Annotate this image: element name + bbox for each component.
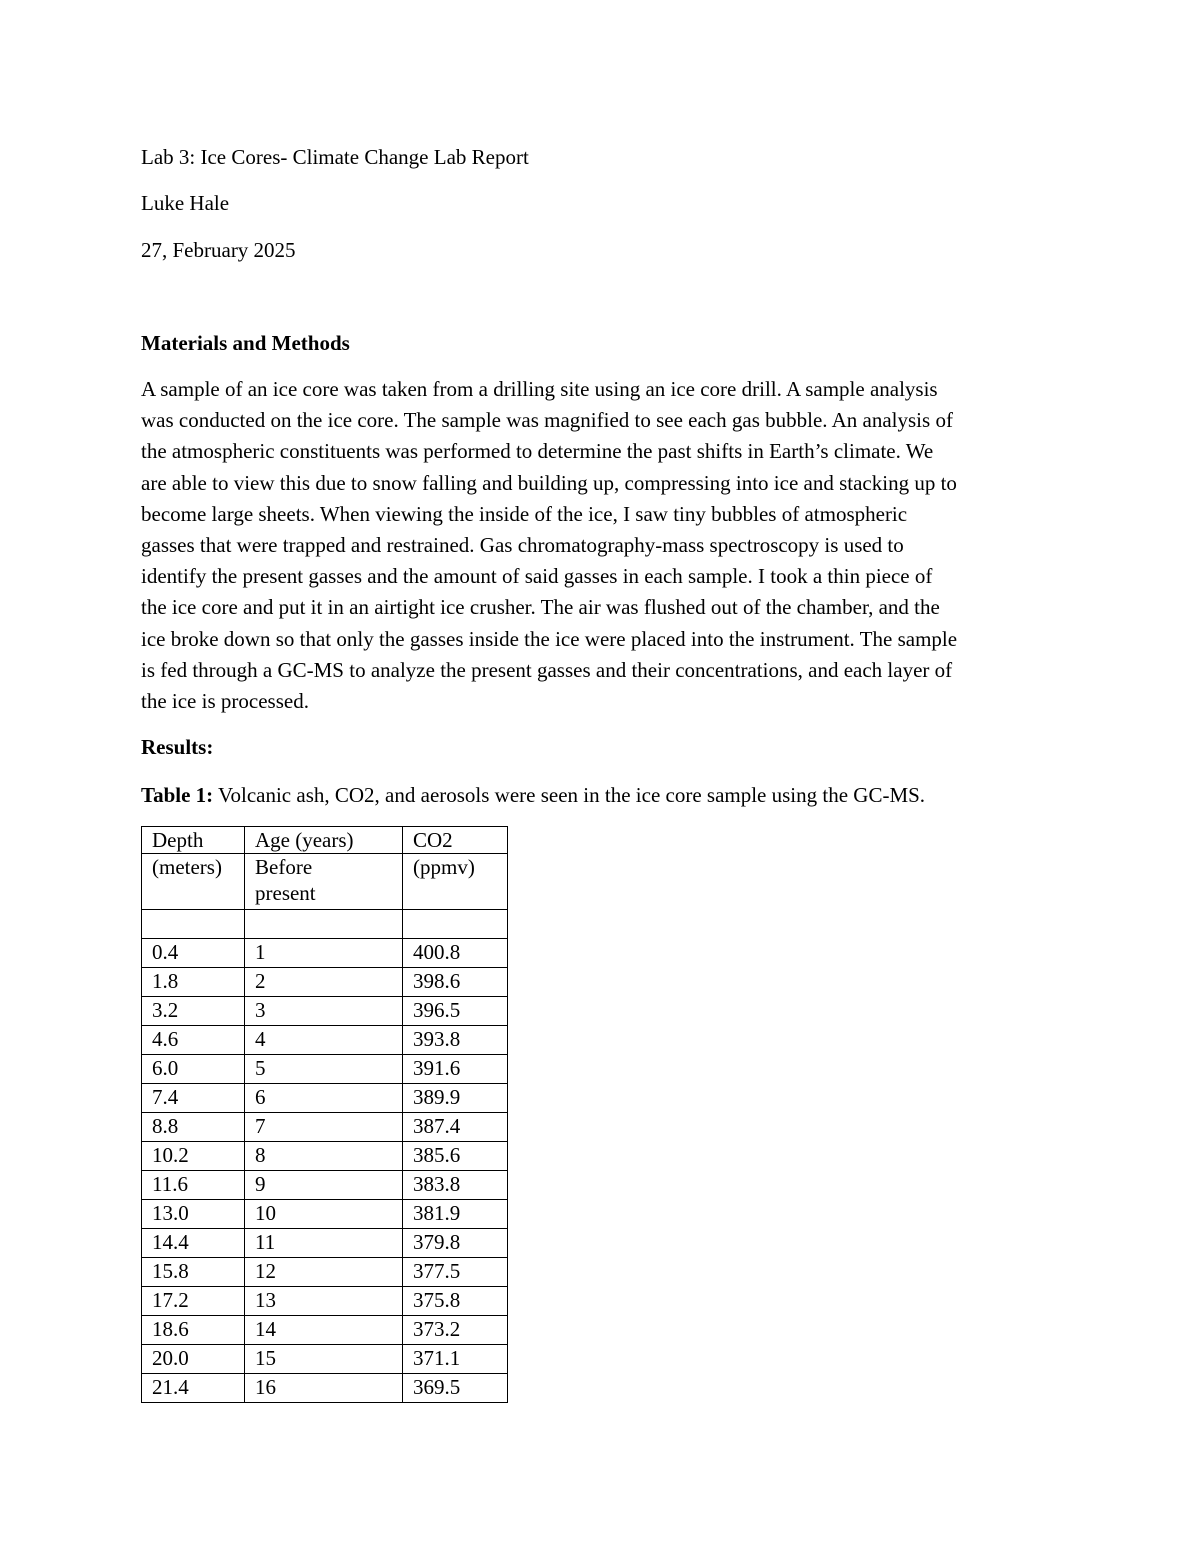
table-row <box>142 968 508 997</box>
paragraph-line: gasses that were trapped and restrained. Gas chromatography-mass spectroscopy is used to <box>141 533 904 558</box>
table-cell: 21.4 <box>142 1374 245 1403</box>
methods-heading: Materials and Methods <box>141 331 350 355</box>
table-row <box>142 1055 508 1084</box>
table-cell: 15.8 <box>142 1258 245 1287</box>
table-cell: 373.2 <box>403 1316 508 1345</box>
table-cell: 7.4 <box>142 1084 245 1113</box>
table-cell: 369.5 <box>403 1374 508 1403</box>
table-row <box>142 1171 508 1200</box>
table-cell: 7 <box>245 1113 403 1142</box>
table-cell: 400.8 <box>403 939 508 968</box>
results-heading: Results: <box>141 735 214 759</box>
co2-data-table <box>141 826 508 1403</box>
table-cell: 5 <box>245 1055 403 1084</box>
table-cell: 0.4 <box>142 939 245 968</box>
table-header-row <box>142 827 508 854</box>
header-unit-text: (meters) <box>152 855 222 879</box>
table-cell: 4 <box>245 1026 403 1055</box>
table-cell: 13.0 <box>142 1200 245 1229</box>
paragraph-line: are able to view this due to snow falling and building up, compressing into ice and stacking up to <box>141 470 957 495</box>
table-cell: 381.9 <box>403 1200 508 1229</box>
paragraph-line: was conducted on the ice core. The sample was magnified to see each gas bubble. An analysis of <box>141 408 953 433</box>
table-cell: 1.8 <box>142 968 245 997</box>
table-cell <box>403 910 508 939</box>
table-cell: 11 <box>245 1229 403 1258</box>
author-name: Luke Hale <box>141 191 230 215</box>
table-cell: 396.5 <box>403 997 508 1026</box>
table-cell: 9 <box>245 1171 403 1200</box>
table-cell: 15 <box>245 1345 403 1374</box>
header-cell-co2: CO2 <box>403 827 508 854</box>
report-date: 27, February 2025 <box>141 238 296 262</box>
table-cell: 385.6 <box>403 1142 508 1171</box>
header-cell-age: Age (years) <box>245 827 403 854</box>
table-row <box>142 1113 508 1142</box>
table-caption-label: Table 1: <box>141 783 214 807</box>
paragraph-line: is fed through a GC-MS to analyze the present gasses and their concentrations, and each layer of <box>141 657 953 682</box>
header-unit-text: present <box>255 881 316 905</box>
paragraph-line: the atmospheric constituents was performed to determine the past shifts in Earth’s climate. We <box>141 439 934 464</box>
table-cell: 11.6 <box>142 1171 245 1200</box>
table-cell: 4.6 <box>142 1026 245 1055</box>
table-cell: 13 <box>245 1287 403 1316</box>
table-cell: 14.4 <box>142 1229 245 1258</box>
table-cell: 375.8 <box>403 1287 508 1316</box>
table-cell <box>245 910 403 939</box>
table-cell: 393.8 <box>403 1026 508 1055</box>
table-caption-text: Volcanic ash, CO2, and aerosols were seen in the ice core sample using the GC-MS. <box>213 783 926 807</box>
table-cell: 1 <box>245 939 403 968</box>
table-row <box>142 910 508 939</box>
header-unit-depth <box>142 854 245 910</box>
table-cell: 8.8 <box>142 1113 245 1142</box>
paragraph-line: the ice core and put it in an airtight ice crusher. The air was flushed out of the chamber, and the <box>141 595 940 620</box>
table-row <box>142 1229 508 1258</box>
paragraph-line: identify the present gasses and the amount of said gasses in each sample. I took a thin piece of <box>141 564 933 589</box>
header-unit-text: (ppmv) <box>413 855 475 879</box>
table-row <box>142 1316 508 1345</box>
table-row <box>142 1258 508 1287</box>
table-row <box>142 1345 508 1374</box>
paragraph-line: become large sheets. When viewing the inside of the ice, I saw tiny bubbles of atmospheric <box>141 501 908 526</box>
table-header-units-row <box>142 854 508 910</box>
methods-paragraph <box>141 374 1071 717</box>
table-cell: 17.2 <box>142 1287 245 1316</box>
table-cell: 18.6 <box>142 1316 245 1345</box>
table-cell: 3 <box>245 997 403 1026</box>
table-cell: 10 <box>245 1200 403 1229</box>
header-cell-depth: Depth <box>142 827 245 854</box>
table-cell: 10.2 <box>142 1142 245 1171</box>
paragraph-line: A sample of an ice core was taken from a drilling site using an ice core drill. A sample analysis <box>141 377 938 401</box>
paragraph-line: ice broke down so that only the gasses inside the ice were placed into the instrument. The sample <box>141 626 958 651</box>
table-caption <box>141 782 925 808</box>
table-cell: 6.0 <box>142 1055 245 1084</box>
table-cell: 6 <box>245 1084 403 1113</box>
header-unit-co2 <box>403 854 508 910</box>
table-row <box>142 1026 508 1055</box>
table-row <box>142 1084 508 1113</box>
table-row <box>142 1287 508 1316</box>
table-row <box>142 1142 508 1171</box>
table-row <box>142 1200 508 1229</box>
table-cell: 2 <box>245 968 403 997</box>
table-cell: 387.4 <box>403 1113 508 1142</box>
table-row <box>142 1374 508 1403</box>
table-cell: 391.6 <box>403 1055 508 1084</box>
header-unit-age <box>245 854 403 910</box>
table-cell: 383.8 <box>403 1171 508 1200</box>
table-cell: 3.2 <box>142 997 245 1026</box>
table-cell: 20.0 <box>142 1345 245 1374</box>
table-cell: 8 <box>245 1142 403 1171</box>
report-title: Lab 3: Ice Cores- Climate Change Lab Report <box>141 145 529 169</box>
table-cell: 371.1 <box>403 1345 508 1374</box>
table-cell: 14 <box>245 1316 403 1345</box>
paragraph-line: the ice is processed. <box>141 689 309 714</box>
table-cell: 389.9 <box>403 1084 508 1113</box>
table-row <box>142 997 508 1026</box>
table-cell: 16 <box>245 1374 403 1403</box>
header-unit-text: Before <box>255 855 313 879</box>
table-cell <box>142 910 245 939</box>
table-cell: 379.8 <box>403 1229 508 1258</box>
table-cell: 12 <box>245 1258 403 1287</box>
table-cell: 377.5 <box>403 1258 508 1287</box>
table-row <box>142 939 508 968</box>
table-cell: 398.6 <box>403 968 508 997</box>
